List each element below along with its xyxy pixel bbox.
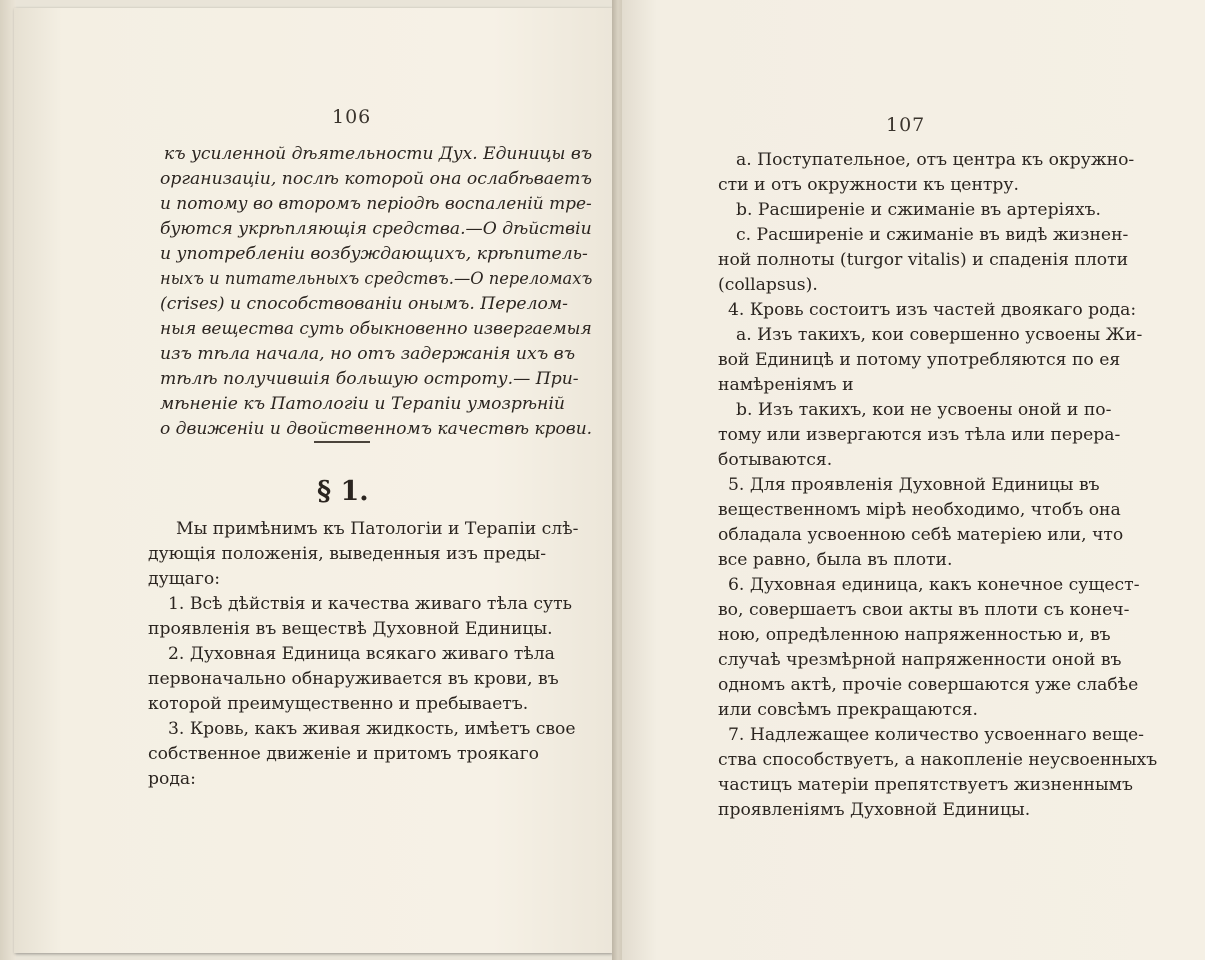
- page-number-right: 107: [886, 114, 926, 136]
- left-page: [14, 8, 612, 953]
- page-number-left: 106: [332, 106, 372, 128]
- body-line: тому или извергаются изъ тѣла или перера-: [718, 425, 1121, 445]
- body-line: Мы примѣнимъ къ Патологіи и Терапіи слѣ-: [176, 519, 579, 539]
- body-line: (collapsus).: [718, 275, 818, 295]
- intro-line: буются укрѣпляющія средства.—О дѣйствіи: [160, 219, 592, 239]
- body-line: намѣреніямъ и: [718, 375, 854, 395]
- body-line: 4. Кровь состоитъ изъ частей двоякаго рода:: [728, 300, 1137, 320]
- body-line: вещественномъ мірѣ необходимо, чтобъ она: [718, 500, 1121, 520]
- body-line: b. Изъ такихъ, кои не усвоены оной и по-: [736, 400, 1112, 420]
- right-page: [622, 0, 1205, 960]
- body-line: a. Поступательное, отъ центра къ окружно-: [736, 150, 1135, 170]
- body-line: ства способствуетъ, а накопленіе неусвоенныхъ: [718, 750, 1158, 770]
- body-line: обладала усвоенною себѣ матеріею или, что: [718, 525, 1124, 545]
- body-line: проявленія въ веществѣ Духовной Единицы.: [148, 619, 553, 639]
- intro-line: и потому во второмъ періодѣ воспаленій тре-: [160, 194, 592, 214]
- body-line: во, совершаетъ свои акты въ плоти съ конеч-: [718, 600, 1130, 620]
- body-line: частицъ матеріи препятствуетъ жизненнымъ: [718, 775, 1133, 795]
- section-heading: § 1.: [317, 476, 369, 507]
- body-line: ботываются.: [718, 450, 833, 470]
- intro-line: къ усиленной дѣятельности Дух. Единицы въ: [164, 144, 593, 164]
- body-line: b. Расширеніе и сжиманіе въ артеріяхъ.: [736, 200, 1102, 220]
- intro-line: изъ тѣла начала, но отъ задержанія ихъ въ: [160, 344, 576, 364]
- body-line: ною, опредѣленною напряженностью и, въ: [718, 625, 1111, 645]
- intro-line: мѣненіе къ Патологіи и Терапіи умозрѣній: [160, 394, 565, 414]
- body-line: 5. Для проявленія Духовной Единицы въ: [728, 475, 1100, 495]
- body-line: 2. Духовная Единица всякаго живаго тѣла: [168, 644, 555, 664]
- section-divider: [314, 441, 370, 443]
- body-line: дущаго:: [148, 569, 221, 589]
- body-line: 1. Всѣ дѣйствія и качества живаго тѣла суть: [168, 594, 573, 614]
- intro-line: ныхъ и питательныхъ средствъ.—О переломахъ: [160, 269, 593, 289]
- body-line: 6. Духовная единица, какъ конечное сущест-: [728, 575, 1140, 595]
- body-line: собственное движеніе и притомъ троякаго: [148, 744, 539, 764]
- body-line: a. Изъ такихъ, кои совершенно усвоены Жи-: [736, 325, 1143, 345]
- intro-line: о движеніи и двойственномъ качествѣ крови.: [160, 419, 593, 439]
- body-line: первоначально обнаруживается въ крови, въ: [148, 669, 559, 689]
- body-line: которой преимущественно и пребываетъ.: [148, 694, 529, 714]
- body-line: ной полноты (turgor vitalis) и спаденія плоти: [718, 250, 1129, 270]
- intro-line: тѣлѣ получившія большую остроту.— При-: [160, 369, 579, 389]
- intro-line: и употребленіи возбуждающихъ, крѣпитель-: [160, 244, 588, 264]
- body-line: вой Единицѣ и потому употребляются по ея: [718, 350, 1121, 370]
- body-line: или совсѣмъ прекращаются.: [718, 700, 978, 720]
- intro-line: (crises) и способствованіи онымъ. Перелом-: [160, 294, 568, 314]
- body-line: случаѣ чрезмѣрной напряженности оной въ: [718, 650, 1122, 670]
- intro-line: ныя вещества суть обыкновенно извергаемыя: [160, 319, 592, 339]
- body-line: c. Расширеніе и сжиманіе въ видѣ жизнен-: [736, 225, 1129, 245]
- intro-line: организаціи, послѣ которой она ослабѣваетъ: [160, 169, 592, 189]
- body-line: рода:: [148, 769, 196, 789]
- body-line: 3. Кровь, какъ живая жидкость, имѣетъ свое: [168, 719, 576, 739]
- body-line: дующія положенія, выведенныя изъ преды-: [148, 544, 546, 564]
- body-line: сти и отъ окружности къ центру.: [718, 175, 1020, 195]
- body-line: проявленіямъ Духовной Единицы.: [718, 800, 1031, 820]
- body-line: 7. Надлежащее количество усвоеннаго веще-: [728, 725, 1144, 745]
- body-line: все равно, была въ плоти.: [718, 550, 953, 570]
- body-line: одномъ актѣ, прочіе совершаются уже слабѣе: [718, 675, 1139, 695]
